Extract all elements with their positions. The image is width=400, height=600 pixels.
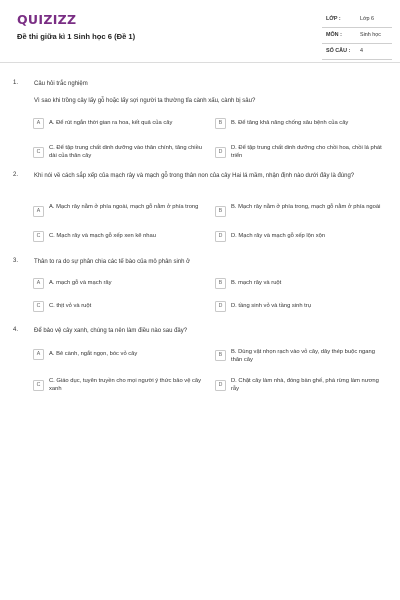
option-letter-box: A	[33, 206, 44, 217]
option-text: A. Mạch rây nằm ở phía ngoài, mạch gỗ nằm ở phía trong	[49, 204, 199, 210]
option-text: A. mạch gỗ và mạch rây	[49, 280, 112, 286]
option-text: B. Để tăng khả năng chống sâu bệnh của cây	[231, 120, 349, 126]
info-label: LỚP :	[326, 16, 341, 22]
info-label: SỐ CÂU :	[326, 48, 351, 54]
option-text: C. thịt vỏ và ruột	[49, 303, 92, 309]
option-letter-box: C	[33, 147, 44, 158]
option-letter-box: B	[215, 118, 226, 129]
option-text: C. Để tập trung chất dinh dưỡng vào thân chính, tăng chiều dài của thân cây	[49, 145, 203, 160]
option-text: B. Mạch rây nằm ở phía trong, mạch gỗ nằm ở phía ngoài	[231, 204, 381, 210]
option-text: C. Mạch rây và mạch gỗ xếp xen kẽ nhau	[49, 233, 156, 239]
info-row-subject	[322, 28, 392, 44]
option-letter-box: A	[33, 118, 44, 129]
question-text: Thân to ra do sự phân chia các tế bào của mô phân sinh ở	[34, 259, 191, 265]
question-number: 3.	[13, 258, 19, 264]
option-text: C. Giáo dục, tuyên truyền cho mọi người ý thức bảo vệ cây xanh	[49, 378, 202, 393]
option-letter-box: C	[33, 231, 44, 242]
worksheet-title: Đề thi giữa kì 1 Sinh học 6 (Đề 1)	[17, 32, 136, 41]
question-text: Để bảo vệ cây xanh, chúng ta nên làm điều nào sau đây?	[34, 328, 188, 334]
question-number: 1.	[13, 80, 19, 86]
option-letter-box: D	[215, 380, 226, 391]
option-text: D. Chặt cây làm nhà, đóng bàn ghế, phá rừng làm nương rẫy	[231, 378, 379, 393]
option-text: A. Bẻ cành, ngắt ngọn, bóc vỏ cây	[49, 351, 138, 357]
option-text: B. mạch rây và ruột	[231, 280, 282, 286]
info-value: Lớp 6	[360, 16, 375, 22]
info-table	[322, 12, 392, 60]
header-divider	[0, 62, 400, 63]
question-text: Vì sao khi trồng cây lấy gỗ hoặc lấy sợi người ta thường tỉa cành xấu, cành bị sâu?	[34, 98, 256, 104]
question-number: 4.	[13, 327, 19, 333]
option-letter-box: C	[33, 380, 44, 391]
option-text: D. tầng sinh vỏ và tầng sinh trụ	[231, 303, 311, 309]
info-value: Sinh học	[360, 32, 381, 38]
quizizz-logo: QUIZIZZ	[17, 12, 77, 27]
option-text: A. Để rút ngắn thời gian ra hoa, kết quả của cây	[49, 120, 173, 126]
option-letter-box: C	[33, 301, 44, 312]
option-letter-box: A	[33, 349, 44, 360]
option-letter-box: B	[215, 278, 226, 289]
option-text: D. Để tập trung chất dinh dưỡng cho chồi hoa, chồi lá phát triển	[231, 145, 382, 160]
option-letter-box: D	[215, 231, 226, 242]
option-letter-box: B	[215, 206, 226, 217]
info-label: MÔN :	[326, 32, 342, 38]
info-row-question-count	[322, 44, 392, 60]
option-text: B. Dùng vật nhọn rạch vào vỏ cây, dây thép buộc ngang thân cây	[231, 349, 375, 364]
question-heading: Câu hỏi trắc nghiệm	[34, 81, 88, 87]
info-row-class	[322, 12, 392, 28]
option-letter-box: D	[215, 301, 226, 312]
info-value: 4	[360, 48, 363, 54]
option-letter-box: D	[215, 147, 226, 158]
option-letter-box: B	[215, 350, 226, 361]
question-text: Khi nói về cách sắp xếp của mạch rây và mạch gỗ trong thân non của cây Hai lá mầm, nhận định nào dưới đây là đúng?	[34, 173, 355, 179]
option-letter-box: A	[33, 278, 44, 289]
option-text: D. Mạch rây và mạch gỗ xếp lộn xộn	[231, 233, 326, 239]
question-number: 2.	[13, 172, 19, 178]
